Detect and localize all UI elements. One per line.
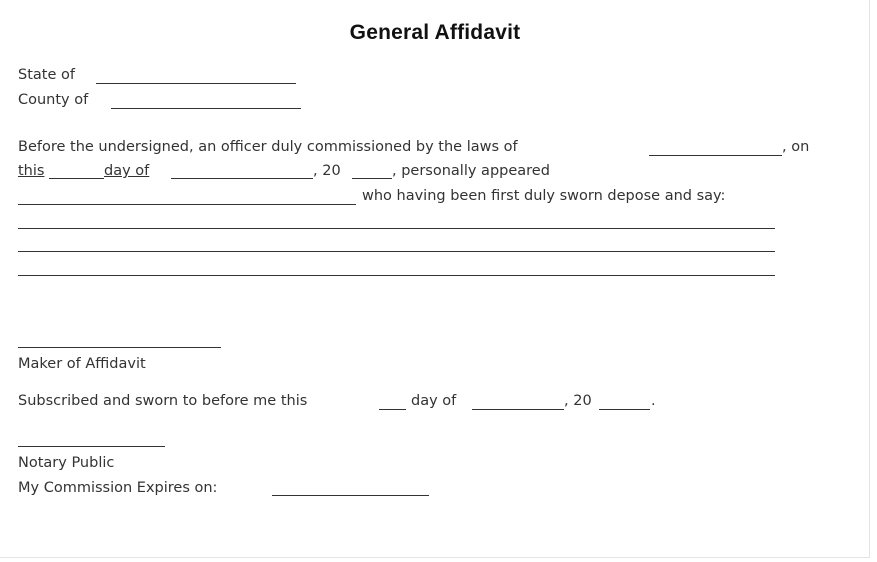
who-sworn-text: who having been first duly sworn depose and say:: [362, 188, 726, 204]
affiant-name-blank: [18, 204, 356, 205]
document-title: General Affidavit: [349, 21, 521, 44]
subscribed-year-prefix: , 20: [564, 393, 592, 409]
subscribed-year-blank: [599, 409, 650, 410]
subscribed-day-of: day of: [411, 393, 457, 409]
intro-on: , on: [782, 139, 810, 155]
intro-text: Before the undersigned, an officer duly commissioned by the laws of: [18, 139, 518, 155]
subscribed-end: .: [651, 393, 656, 409]
laws-of-blank: [649, 155, 782, 156]
state-label: State of: [18, 67, 75, 83]
month-blank: [171, 178, 313, 179]
maker-label: Maker of Affidavit: [18, 356, 146, 372]
subscribed-month-blank: [472, 409, 564, 410]
subscribed-day-blank: [379, 409, 406, 410]
personally-appeared-text: , personally appeared: [392, 163, 550, 179]
commission-expiry-blank: [272, 495, 429, 496]
year-prefix: , 20: [313, 163, 341, 179]
year-blank: [352, 178, 392, 179]
statement-line: [18, 228, 775, 229]
notary-label: Notary Public: [18, 455, 115, 471]
county-label: County of: [18, 92, 89, 108]
statement-line: [18, 251, 775, 252]
this-label: this: [18, 163, 45, 179]
day-label: day of: [104, 163, 150, 179]
commission-label: My Commission Expires on:: [18, 480, 218, 496]
day-number-blank: [49, 178, 104, 179]
subscribed-text: Subscribed and sworn to before me this: [18, 393, 308, 409]
statement-line: [18, 275, 775, 276]
state-blank: [96, 83, 296, 84]
notary-signature-line: [18, 446, 165, 447]
county-blank: [111, 108, 301, 109]
maker-signature-line: [18, 347, 221, 348]
